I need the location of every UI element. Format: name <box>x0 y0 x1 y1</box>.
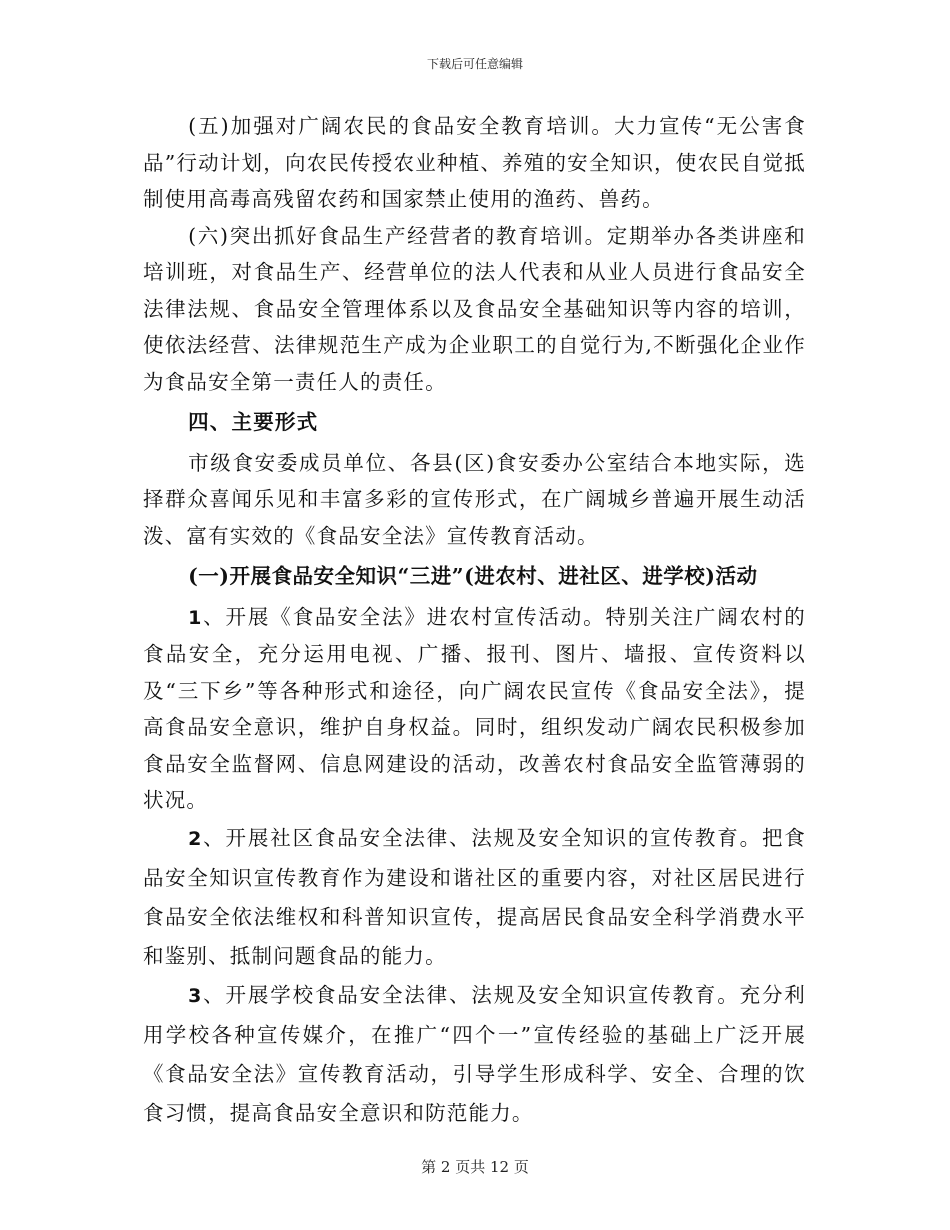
item-number: 1 <box>188 606 203 629</box>
item-number: 3 <box>188 984 203 1007</box>
section-heading: 四、主要形式 <box>188 410 319 434</box>
page-footer: 第 2 页共 12 页 <box>421 1158 529 1176</box>
paragraph-5: (五)加强对广阔农民的食品安全教育培训。大力宣传“无公害食品”行动计划，向农民传授农业种植、养殖的安全知识，使农民自觉抵制使用高毒高残留农药和国家禁止使用的渔药、兽药。 <box>143 114 806 211</box>
paragraph-6: (六)突出抓好食品生产经营者的教育培训。定期举办各类讲座和培训班，对食品生产、经营单位的法人代表和从业人员进行食品安全法律法规、食品安全管理体系以及食品安全基础知识等内容的培训，使依法经营、法律规范生产成为企业职工的自觉行为,不断强化企业作为食品安全第一责任人的责任。 <box>143 223 806 394</box>
list-item <box>143 819 806 976</box>
item-text: 、开展社区食品安全法律、法规及安全知识的宣传教育。把食品安全知识宣传教育作为建设和谐社区的重要内容，对社区居民进行食品安全依法维权和科普知识宣传，提高居民食品安全科学消费水平和鉴别、抵制问题食品的能力。 <box>143 825 806 968</box>
subsection-heading: (一)开展食品安全知识“三进”(进农村、进社区、进学校)活动 <box>188 564 758 588</box>
list-item <box>143 599 806 819</box>
section-intro: 市级食安委成员单位、各县(区)食安委办公室结合本地实际，选择群众喜闻乐见和丰富多彩的宣传形式，在广阔城乡普遍开展生动活泼、富有实效的《食品安全法》宣传教育活动。 <box>143 450 806 548</box>
document-body <box>143 108 806 1133</box>
item-text: 、开展《食品安全法》进农村宣传活动。特别关注广阔农村的食品安全，充分运用电视、广播、报刊、图片、墙报、宣传资料以及“三下乡”等各种形式和途径，向广阔农民宣传《食品安全法》，提高食品安全意识，维护自身权益。同时，组织发动广阔农民积极参加食品安全监督网、信息网建设的活动，改善农村食品安全监管薄弱的状况。 <box>143 604 806 812</box>
page-header: 下载后可任意编辑 <box>426 57 523 71</box>
item-text: 、开展学校食品安全法律、法规及安全知识宣传教育。充分利用学校各种宣传媒介，在推广“四个一”宣传经验的基础上广泛开展《食品安全法》宣传教育活动，引导学生形成科学、安全、合理的饮食习惯，提高食品安全意识和防范能力。 <box>143 982 806 1125</box>
list-item <box>143 976 806 1133</box>
item-number: 2 <box>188 827 203 850</box>
